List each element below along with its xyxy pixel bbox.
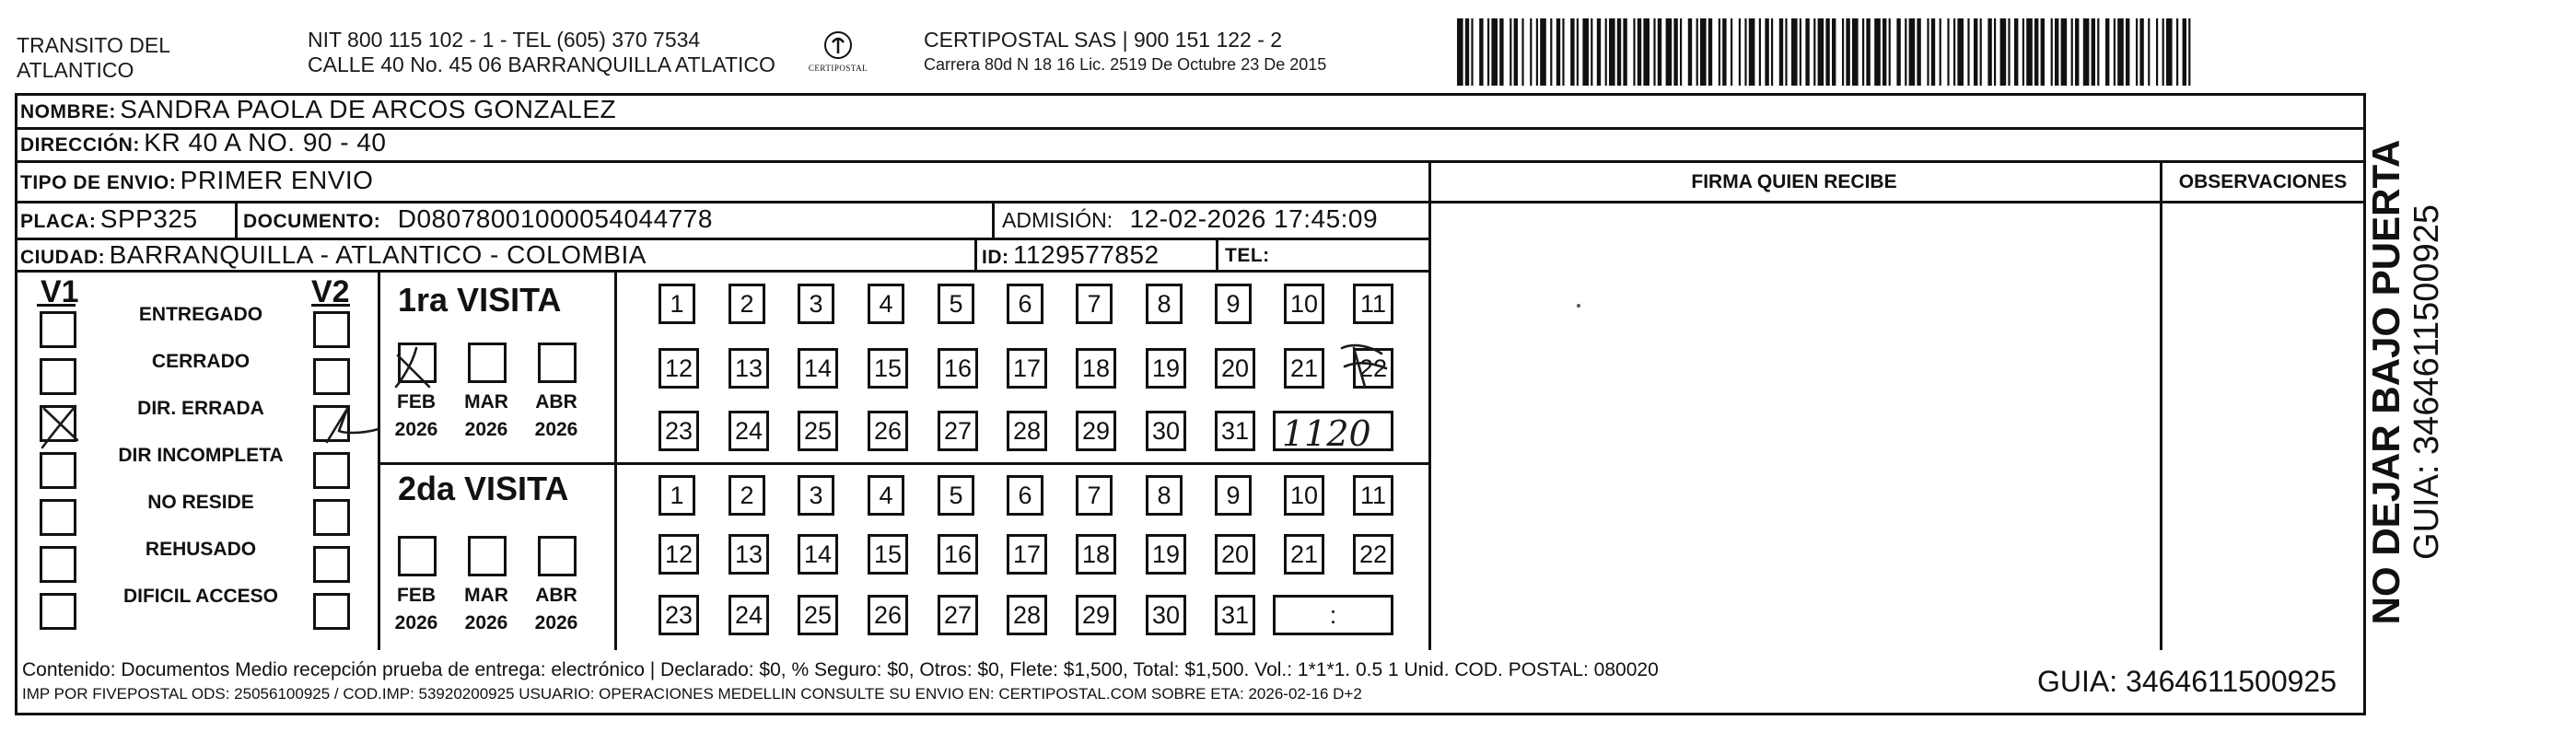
day-box-6[interactable]: 6	[1007, 475, 1043, 516]
status-option-label: DIR. ERRADA	[137, 398, 264, 419]
day-box-26[interactable]: 26	[868, 595, 908, 635]
day-box-4[interactable]: 4	[868, 284, 904, 324]
certipostal-line: CERTIPOSTAL SAS | 900 151 122 - 2	[924, 28, 1283, 52]
day-box-29[interactable]: 29	[1076, 595, 1116, 635]
status-option-label: REHUSADO	[145, 539, 257, 560]
day-box-2[interactable]: 2	[729, 284, 765, 324]
day-box-31[interactable]: 31	[1215, 595, 1255, 635]
admision-label: ADMISIÓN:	[1002, 208, 1113, 232]
id-value: 1129577852	[1012, 240, 1160, 269]
day-box-2[interactable]: 2	[729, 475, 765, 516]
ciudad-value: BARRANQUILLA - ATLANTICO - COLOMBIA	[109, 240, 647, 269]
month-label: ABR	[535, 391, 577, 412]
placa-value: SPP325	[99, 204, 198, 233]
day-box-31[interactable]: 31	[1215, 411, 1255, 451]
day-box-22[interactable]: 22	[1353, 348, 1393, 389]
day-box-7[interactable]: 7	[1076, 475, 1113, 516]
day-box-12[interactable]: 12	[659, 348, 699, 389]
nit-line: NIT 800 115 102 - 1 - TEL (605) 370 7534	[308, 28, 701, 52]
first-visit-title: 1ra VISITA	[398, 281, 562, 319]
v1-label: V1	[41, 274, 79, 309]
documento-label: DOCUMENTO:	[243, 211, 381, 232]
day-box-23[interactable]: 23	[659, 595, 699, 635]
ciudad-label: CIUDAD:	[20, 247, 106, 268]
year-label: 2026	[394, 419, 438, 440]
day-box-20[interactable]: 20	[1215, 348, 1255, 389]
day-box-9[interactable]: 9	[1215, 284, 1252, 324]
second-visit-title: 2da VISITA	[398, 470, 569, 507]
month-label: FEB	[397, 585, 436, 606]
address-line: CALLE 40 No. 45 06 BARRANQUILLA ATLATICO	[308, 52, 775, 76]
footer-imp: IMP POR FIVEPOSTAL ODS: 25056100925 / COD.IMP: 53920200925 USUARIO: OPERACIONES MEDELLIN CONSULTE SU ENVIO EN: CERTIPOSTAL.COM SOBRE ETA: 2026-02-16 D+2	[22, 685, 1362, 703]
day-box-21[interactable]: 21	[1284, 348, 1324, 389]
day-box-15[interactable]: 15	[868, 348, 908, 389]
day-box-24[interactable]: 24	[729, 595, 769, 635]
day-box-18[interactable]: 18	[1076, 348, 1116, 389]
logo-text: CERTIPOSTAL	[808, 64, 868, 73]
v2-label: V2	[311, 274, 350, 309]
month-label: ABR	[535, 585, 577, 606]
day-box-30[interactable]: 30	[1146, 595, 1186, 635]
day-box-1[interactable]: 1	[659, 284, 695, 324]
day-box-28[interactable]: 28	[1007, 411, 1047, 451]
observaciones-label: OBSERVACIONES	[2178, 171, 2348, 192]
status-option-label: CERRADO	[151, 351, 251, 372]
day-box-26[interactable]: 26	[868, 411, 908, 451]
feb-check-mark	[396, 348, 429, 387]
day-box-11[interactable]: 11	[1353, 284, 1393, 324]
day-box-29[interactable]: 29	[1076, 411, 1116, 451]
day-box-14[interactable]: 14	[798, 348, 838, 389]
day-box-18[interactable]: 18	[1076, 534, 1116, 575]
tel-label: TEL:	[1225, 245, 1270, 266]
day-box-9[interactable]: 9	[1215, 475, 1252, 516]
day-box-3[interactable]: 3	[798, 475, 834, 516]
handwritten-time: 1120	[1282, 413, 1371, 454]
day-box-1[interactable]: 1	[659, 475, 695, 516]
status-option-label: DIR INCOMPLETA	[118, 445, 284, 466]
time-box[interactable]: :	[1273, 595, 1393, 635]
nombre-value: SANDRA PAOLA DE ARCOS GONZALEZ	[120, 95, 617, 123]
side-guia: GUIA: 3464611500925	[2407, 204, 2446, 560]
day-box-14[interactable]: 14	[798, 534, 838, 575]
day-box-6[interactable]: 6	[1007, 284, 1043, 324]
direccion-label: DIRECCIÓN:	[20, 134, 140, 156]
day-box-30[interactable]: 30	[1146, 411, 1186, 451]
day-box-25[interactable]: 25	[798, 411, 838, 451]
day-box-4[interactable]: 4	[868, 475, 904, 516]
day-box-8[interactable]: 8	[1146, 475, 1183, 516]
day-box-15[interactable]: 15	[868, 534, 908, 575]
day-box-10[interactable]: 10	[1284, 475, 1324, 516]
v2-check-mark	[327, 409, 379, 442]
day-box-27[interactable]: 27	[938, 411, 978, 451]
day-box-7[interactable]: 7	[1076, 284, 1113, 324]
day-box-16[interactable]: 16	[938, 348, 978, 389]
day-box-12[interactable]: 12	[659, 534, 699, 575]
day-box-19[interactable]: 19	[1146, 534, 1186, 575]
day-box-16[interactable]: 16	[938, 534, 978, 575]
day-box-25[interactable]: 25	[798, 595, 838, 635]
status-option-label: ENTREGADO	[138, 304, 263, 325]
direccion-value: KR 40 A NO. 90 - 40	[144, 128, 387, 157]
year-label: 2026	[464, 612, 508, 633]
year-label: 2026	[534, 612, 578, 633]
v1-check-mark	[42, 406, 77, 447]
day-box-17[interactable]: 17	[1007, 348, 1047, 389]
day-box-17[interactable]: 17	[1007, 534, 1047, 575]
day-box-5[interactable]: 5	[938, 475, 974, 516]
day-box-10[interactable]: 10	[1284, 284, 1324, 324]
day-box-13[interactable]: 13	[729, 348, 769, 389]
day-box-20[interactable]: 20	[1215, 534, 1255, 575]
day-box-19[interactable]: 19	[1146, 348, 1186, 389]
day-box-28[interactable]: 28	[1007, 595, 1047, 635]
year-label: 2026	[464, 419, 508, 440]
tipo-value: PRIMER ENVIO	[180, 166, 374, 194]
company-name-line-1: TRANSITO DEL	[17, 33, 170, 57]
footer-contenido: Contenido: Documentos Medio recepción prueba de entrega: electrónico | Declarado: $0, % Seguro: $0, Otros: $0, Flete: $1,500, Total: $1,500. Vol.: 1*1*1. 0.5 1 Unid. COD. POSTAL: 080020	[22, 659, 1659, 680]
day-box-23[interactable]: 23	[659, 411, 699, 451]
month-label: MAR	[464, 585, 508, 606]
year-label: 2026	[534, 419, 578, 440]
placa-label: PLACA:	[20, 211, 97, 232]
day-box-13[interactable]: 13	[729, 534, 769, 575]
year-label: 2026	[394, 612, 438, 633]
footer-guia: GUIA: 3464611500925	[2037, 665, 2337, 698]
tipo-label: TIPO DE ENVIO:	[20, 172, 177, 193]
day-box-3[interactable]: 3	[798, 284, 834, 324]
no-dejar-label: NO DEJAR BAJO PUERTA	[2364, 139, 2407, 625]
license-line: Carrera 80d N 18 16 Lic. 2519 De Octubre 23 De 2015	[924, 55, 1327, 74]
status-option-label: DIFICIL ACCESO	[122, 586, 278, 607]
company-name-line-2: ATLANTICO	[17, 58, 134, 82]
day-22-mark	[1342, 345, 1386, 387]
day-box-27[interactable]: 27	[938, 595, 978, 635]
nombre-label: NOMBRE:	[20, 101, 116, 122]
id-label: ID:	[982, 247, 1009, 268]
day-box-8[interactable]: 8	[1146, 284, 1183, 324]
day-box-24[interactable]: 24	[729, 411, 769, 451]
day-box-22[interactable]: 22	[1353, 534, 1393, 575]
status-option-label: NO RESIDE	[147, 492, 254, 513]
day-box-5[interactable]: 5	[938, 284, 974, 324]
documento-value: D08078001000054044778	[397, 204, 713, 233]
firma-label: FIRMA QUIEN RECIBE	[1691, 171, 1897, 192]
admision-value: 12-02-2026 17:45:09	[1129, 204, 1379, 233]
day-box-21[interactable]: 21	[1284, 534, 1324, 575]
month-label: MAR	[464, 391, 508, 412]
day-box-11[interactable]: 11	[1353, 475, 1393, 516]
month-label: FEB	[397, 391, 436, 412]
